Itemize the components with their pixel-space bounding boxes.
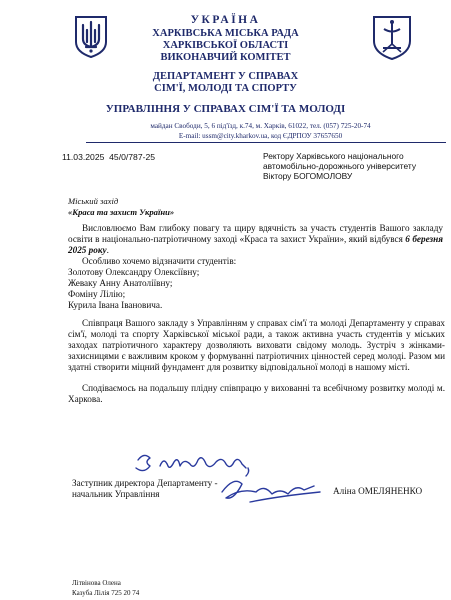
student-name: Фоміну Лілію; <box>68 289 126 299</box>
body-paragraph-gratitude <box>68 223 443 256</box>
signatory-position: начальник Управління <box>72 489 160 499</box>
letterhead-address: майдан Свободи, 5, 6 під'їзд, к.74, м. Харків, 61022, тел. (057) 725-20-74 <box>150 122 371 130</box>
department-name-line2: СІМ'Ї, МОЛОДІ ТА СПОРТУ <box>154 83 297 94</box>
body-paragraph-students-intro: Особливо хочемо відзначити студентів: <box>82 256 237 266</box>
student-name: Курила Івана Івановича. <box>68 300 163 310</box>
registration-date: 11.03.2025 <box>62 152 105 162</box>
signatory-name: Аліна ОМЕЛЯНЕНКО <box>333 486 423 496</box>
registration-number: 45/0/787-25 <box>109 152 156 162</box>
event-label: Міський захід <box>68 196 119 206</box>
student-name: Жеваку Анну Анатоліївну; <box>68 278 173 288</box>
country-heading: УКРАЇНА <box>190 14 261 26</box>
executor-contact: Казуба Лілія 725 20 74 <box>72 589 140 597</box>
executive-committee: ВИКОНАВЧИЙ КОМІТЕТ <box>160 52 291 63</box>
student-name: Золотову Олександру Олексіївну; <box>68 267 200 277</box>
signatory-position: Заступник директора Департаменту - <box>72 478 218 488</box>
directorate-name: УПРАВЛІННЯ У СПРАВАХ СІМ'Ї ТА МОЛОДІ <box>105 103 346 115</box>
executor-name: Літвінова Олена <box>72 579 121 587</box>
body-text: . <box>106 245 109 255</box>
body-text: Висловлюємо Вам глибоку повагу та щиру вдячність за участь студентів Вашого закладу освіти в національно-патріотичному заході «Краса та захист України», який відбувся <box>68 223 443 244</box>
event-date: 6 березня 2025 року <box>68 234 443 255</box>
department-name-line1: ДЕПАРТАМЕНТ У СПРАВАХ <box>152 71 299 82</box>
body-paragraph-closing: Сподіваємось на подальшу плідну співпрацю у вихованні та всебічному розвитку молоді м. Харкова. <box>68 383 445 404</box>
event-name: «Краса та захист України» <box>68 207 175 217</box>
students-list <box>68 267 199 311</box>
council-name: ХАРКІВСЬКА МІСЬКА РАДА <box>152 28 299 39</box>
recipient-block <box>263 151 451 182</box>
body-paragraph-cooperation: Співпраця Вашого закладу з Управлінням у справах сім'ї та молоді Департаменту у справах сім'ї, молоді та спорту Харківської міської ради, а також активна участь студентів у міських заходах патріотичного характеру дозволяють виховати свідому молодь. Зустріч з жінками-захисницями є важливим кроком у формуванні патріотичних цінностей серед молоді. Разом ми здатні створити міцний фундамент для розвитку відповідальної молоді в нашому місті. <box>68 318 445 372</box>
letterhead-contacts: E-mail: ussm@city.kharkov.ua, код ЄДРПОУ 37657650 <box>178 132 343 140</box>
registration-line <box>62 152 155 162</box>
letterhead-divider <box>86 142 446 143</box>
council-region: ХАРКІВСЬКОЇ ОБЛАСТІ <box>162 40 289 51</box>
recipient-name: Віктору БОГОМОЛОВУ <box>263 171 353 182</box>
recipient-line: Ректору Харківського національного <box>263 151 404 161</box>
recipient-line: автомобільно-дорожнього університету <box>263 161 417 172</box>
